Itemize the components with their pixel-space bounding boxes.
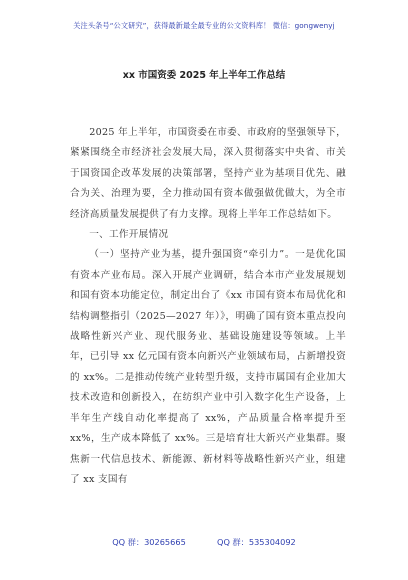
intro-paragraph: 2025 年上半年，市国资委在市委、市政府的坚强领导下，紧紧围绕全市经济社会发展大局，深入贯彻落实中央省、市关于国资国企改革发展的决策部署，坚持产业为基项目优先、融合为关、治理为要，全力推动国有资本做强做优做大，为全市经济高质量发展提供了有力支撑。现将上半年工作总结如下。 [70, 127, 346, 220]
document-title: xx 市国资委 2025 年上半年工作总结 [122, 70, 286, 81]
qq-group-2: QQ 群：535304092 [217, 537, 296, 547]
footer-contact [0, 537, 408, 548]
document-body [70, 123, 346, 490]
qq-group-1: QQ 群：30265665 [112, 537, 186, 547]
section-heading: 一、工作开展情况 [89, 229, 169, 241]
body-paragraph: （一）坚持产业为基，提升强国资“牵引力”。一是优化国有资本产业布局。深入开展产业调研，结合本市产业发展规划和国有资本功能定位，制定出台了《xx 市国有资本布局优化和结构调整指引（2025—2027 年）》，明确了国有资本重点投向战略性新兴产业、现代服务业、基础设施建设等领域。上半年，已引导 xx 亿元国有资本向新兴产业领域布局，占新增投资的 xx%。二是推动传统产业转型升级，支持市属国有企业加大技术改造和创新投入，在纺织产业中引入数字化生产设备，上半年生产线自动化率提高了 xx%，产品质量合格率提升至 xx%，生产成本降低了 xx%。三是培育壮大新兴产业集群。聚焦新一代信息技术、新能源、新材料等战略性新兴产业，组建了 xx 支国有 [70, 249, 346, 485]
header-banner: 关注头条号“公文研究”，获得最新最全最专业的公文资料库！ 微信：gongwenyj [73, 21, 335, 30]
